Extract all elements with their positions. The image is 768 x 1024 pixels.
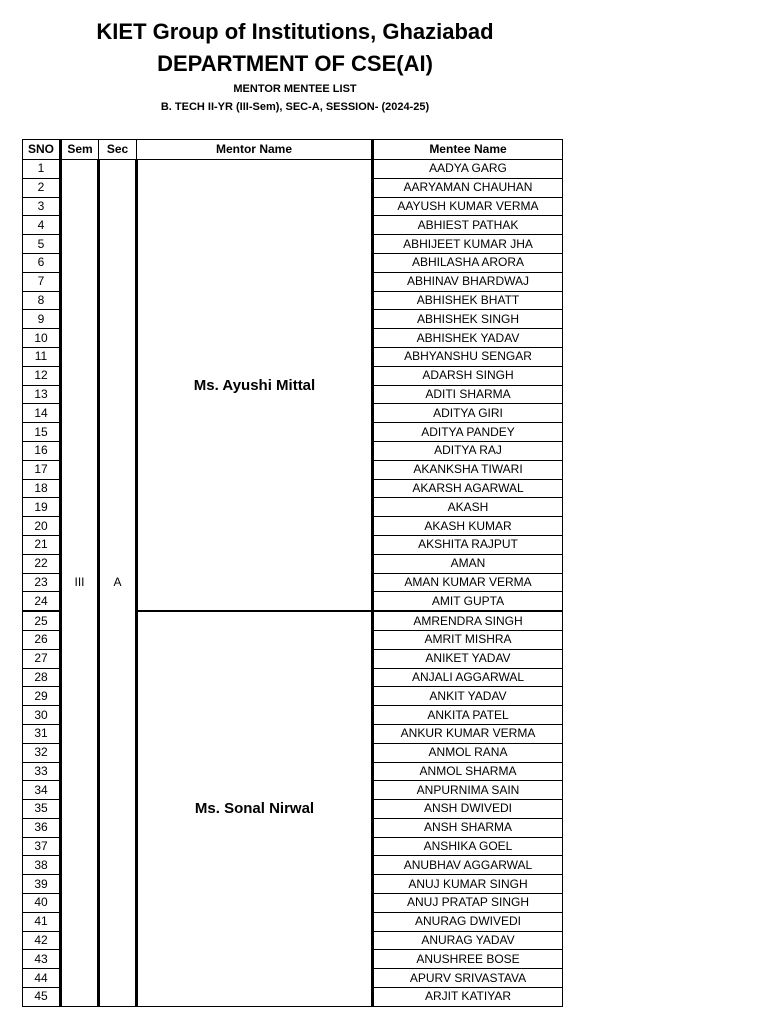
sno-cell: 32 (23, 743, 61, 762)
institution-title: KIET Group of Institutions, Ghaziabad (96, 19, 494, 44)
sno-cell: 35 (23, 800, 61, 819)
sno-cell: 24 (23, 592, 61, 611)
sno-cell: 20 (23, 517, 61, 536)
mentee-name-cell: AADYA GARG (373, 160, 563, 179)
sno-cell: 43 (23, 950, 61, 969)
sno-cell: 5 (23, 235, 61, 254)
mentor-name-cell: Ms. Sonal Nirwal (137, 611, 373, 1006)
sno-cell: 37 (23, 837, 61, 856)
mentee-name-cell: ANURAG YADAV (373, 931, 563, 950)
mentee-name-cell: AKARSH AGARWAL (373, 479, 563, 498)
sno-cell: 27 (23, 649, 61, 668)
sno-cell: 19 (23, 498, 61, 517)
mentee-name-cell: ABHIEST PATHAK (373, 216, 563, 235)
sec-cell: A (99, 160, 137, 1007)
sno-cell: 4 (23, 216, 61, 235)
mentee-name-cell: ANIKET YADAV (373, 649, 563, 668)
column-header-sem: Sem (61, 140, 99, 160)
mentee-name-cell: ANKITA PATEL (373, 706, 563, 725)
sno-cell: 3 (23, 197, 61, 216)
sno-cell: 8 (23, 291, 61, 310)
sno-cell: 22 (23, 554, 61, 573)
sno-cell: 15 (23, 423, 61, 442)
sno-cell: 18 (23, 479, 61, 498)
sno-cell: 33 (23, 762, 61, 781)
mentee-name-cell: ANURAG DWIVEDI (373, 912, 563, 931)
mentee-name-cell: ANUBHAV AGGARWAL (373, 856, 563, 875)
sno-cell: 36 (23, 818, 61, 837)
mentee-name-cell: ABHILASHA ARORA (373, 253, 563, 272)
mentee-name-cell: ANUJ PRATAP SINGH (373, 894, 563, 913)
mentee-name-cell: ANKUR KUMAR VERMA (373, 724, 563, 743)
mentee-name-cell: ADITYA PANDEY (373, 423, 563, 442)
column-header-sno: SNO (23, 140, 61, 160)
mentee-name-cell: ABHISHEK YADAV (373, 329, 563, 348)
mentee-name-cell: ANKIT YADAV (373, 687, 563, 706)
mentee-name-cell: ABHYANSHU SENGAR (373, 347, 563, 366)
sno-cell: 7 (23, 272, 61, 291)
sno-cell: 11 (23, 347, 61, 366)
mentee-name-cell: ABHIJEET KUMAR JHA (373, 235, 563, 254)
mentee-name-cell: APURV SRIVASTAVA (373, 969, 563, 988)
column-header-sec: Sec (99, 140, 137, 160)
department-title: DEPARTMENT OF CSE(AI) (157, 51, 433, 76)
sno-cell: 13 (23, 385, 61, 404)
mentee-name-cell: AKSHITA RAJPUT (373, 535, 563, 554)
sno-cell: 12 (23, 366, 61, 385)
sno-cell: 21 (23, 535, 61, 554)
mentee-name-cell: ANSHIKA GOEL (373, 837, 563, 856)
mentee-name-cell: AKANKSHA TIWARI (373, 460, 563, 479)
table-header-row (23, 140, 563, 160)
session-line: B. TECH II-YR (III-Sem), SEC-A, SESSION- (2024-25) (160, 101, 430, 113)
sno-cell: 45 (23, 988, 61, 1007)
sno-cell: 44 (23, 969, 61, 988)
sno-cell: 25 (23, 611, 61, 630)
sno-cell: 34 (23, 781, 61, 800)
mentee-name-cell: ANSH DWIVEDI (373, 800, 563, 819)
mentee-name-cell: ANPURNIMA SAIN (373, 781, 563, 800)
sno-cell: 10 (23, 329, 61, 348)
sno-cell: 39 (23, 875, 61, 894)
sno-cell: 1 (23, 160, 61, 179)
sno-cell: 9 (23, 310, 61, 329)
mentee-name-cell: ADITYA RAJ (373, 441, 563, 460)
sno-cell: 40 (23, 894, 61, 913)
sno-cell: 38 (23, 856, 61, 875)
column-header-mentor: Mentor Name (137, 140, 373, 160)
mentee-name-cell: ARJIT KATIYAR (373, 988, 563, 1007)
sno-cell: 14 (23, 404, 61, 423)
table-row (23, 160, 563, 179)
mentee-name-cell: ABHISHEK BHATT (373, 291, 563, 310)
list-title: MENTOR MENTEE LIST (233, 83, 357, 95)
column-header-mentee: Mentee Name (373, 140, 563, 160)
sno-cell: 26 (23, 630, 61, 649)
mentee-name-cell: ADITYA GIRI (373, 404, 563, 423)
sno-cell: 28 (23, 668, 61, 687)
mentee-name-cell: ADITI SHARMA (373, 385, 563, 404)
mentor-name-cell: Ms. Ayushi Mittal (137, 160, 373, 612)
mentor-mentee-table (22, 139, 563, 1007)
mentee-name-cell: ANUSHREE BOSE (373, 950, 563, 969)
mentee-name-cell: AMRIT MISHRA (373, 630, 563, 649)
sno-cell: 17 (23, 460, 61, 479)
mentee-name-cell: ABHISHEK SINGH (373, 310, 563, 329)
mentee-name-cell: AMRENDRA SINGH (373, 611, 563, 630)
mentee-name-cell: ANJALI AGGARWAL (373, 668, 563, 687)
mentee-name-cell: ANMOL RANA (373, 743, 563, 762)
mentee-name-cell: AMAN (373, 554, 563, 573)
mentee-name-cell: AAYUSH KUMAR VERMA (373, 197, 563, 216)
mentee-name-cell: AMIT GUPTA (373, 592, 563, 611)
sno-cell: 2 (23, 178, 61, 197)
mentee-name-cell: AMAN KUMAR VERMA (373, 573, 563, 592)
sno-cell: 41 (23, 912, 61, 931)
mentee-name-cell: ADARSH SINGH (373, 366, 563, 385)
sno-cell: 6 (23, 253, 61, 272)
mentee-name-cell: ABHINAV BHARDWAJ (373, 272, 563, 291)
sno-cell: 23 (23, 573, 61, 592)
mentee-name-cell: ANUJ KUMAR SINGH (373, 875, 563, 894)
sno-cell: 29 (23, 687, 61, 706)
mentee-name-cell: AKASH KUMAR (373, 517, 563, 536)
table-body (23, 160, 563, 1007)
mentee-name-cell: AARYAMAN CHAUHAN (373, 178, 563, 197)
sno-cell: 30 (23, 706, 61, 725)
sno-cell: 16 (23, 441, 61, 460)
sno-cell: 42 (23, 931, 61, 950)
mentee-name-cell: ANMOL SHARMA (373, 762, 563, 781)
sem-cell: III (61, 160, 99, 1007)
mentee-name-cell: AKASH (373, 498, 563, 517)
mentee-name-cell: ANSH SHARMA (373, 818, 563, 837)
sno-cell: 31 (23, 724, 61, 743)
